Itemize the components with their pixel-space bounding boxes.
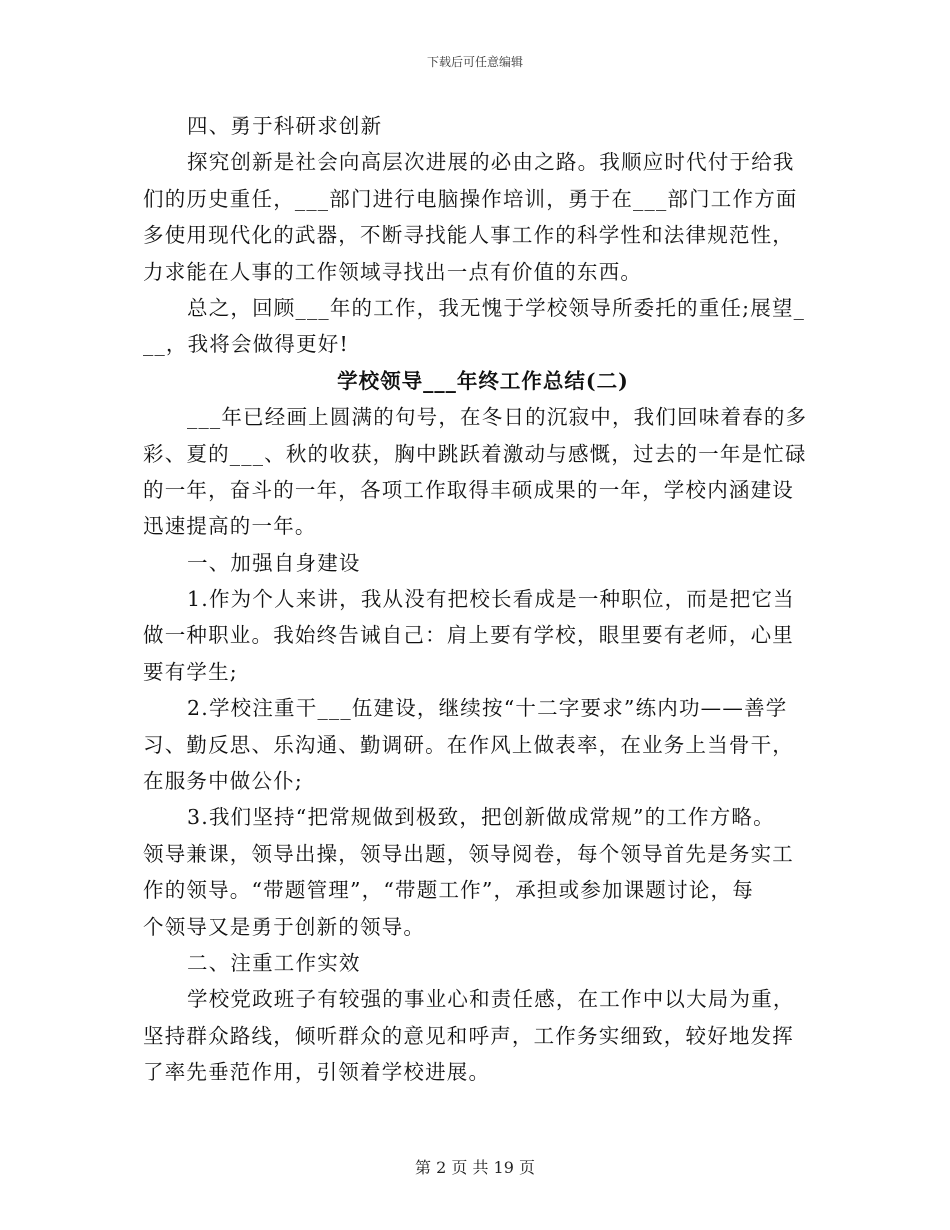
paragraph-line: 3.我们坚持“把常规做到极致，把创新做成常规”的工作方略。 [187, 805, 775, 830]
paragraph-line: ___年已经画上圆满的句号，在冬日的沉寂中，我们回味着春的多 [187, 405, 808, 430]
document-body [143, 108, 823, 1091]
section-heading: 四、勇于科研求创新 [187, 114, 383, 138]
paragraph-line: 了率先垂范作用，引领着学校进展。 [143, 1060, 491, 1085]
paragraph-line: 坚持群众路线，倾听群众的意见和呼声，工作务实细致，较好地发挥 [143, 1023, 794, 1048]
paragraph-line: 在服务中做公仆; [143, 769, 304, 794]
paragraph-line: 们的历史重任，___部门进行电脑操作培训，勇于在___部门工作方面 [143, 186, 798, 211]
paragraph-line: 彩、夏的___、秋的收获，胸中跳跃着激动与感慨，过去的一年是忙碌 [143, 441, 807, 466]
paragraph-line: 个领导又是勇于创新的领导。 [143, 914, 426, 939]
paragraph-line: 领导兼课，领导出操，领导出题，领导阅卷，每个领导首先是务实工 [143, 841, 794, 866]
section-heading: 二、注重工作实效 [187, 950, 361, 975]
section-heading: 一、加强自身建设 [187, 550, 361, 575]
paragraph-line: 力求能在人事的工作领域寻找出一点有价值的东西。 [143, 259, 643, 284]
paragraph-line: 做一种职业。我始终告诫自己：肩上要有学校，眼里要有老师，心里 [143, 623, 794, 648]
paragraph-line: 2.学校注重干___伍建设，继续按“十二字要求”练内功——善学 [187, 696, 788, 721]
paragraph-line: 1.作为个人来讲，我从没有把校长看成是一种职位，而是把它当 [187, 587, 795, 612]
paragraph-line: 学校党政班子有较强的事业心和责任感，在工作中以大局为重， [187, 987, 795, 1012]
paragraph-line: 多使用现代化的武器，不断寻找能人事工作的科学性和法律规范性， [143, 223, 794, 248]
paragraph-line: 迅速提高的一年。 [143, 514, 317, 539]
page-number-footer: 第 2 页 共 19 页 [415, 1158, 535, 1177]
paragraph-line: __，我将会做得更好! [143, 332, 349, 357]
document-title: 学校领导___年终工作总结(二) [337, 368, 629, 393]
paragraph-line: 总之，回顾___年的工作，我无愧于学校领导所委托的重任;展望_ [187, 295, 806, 320]
paragraph-line: 作的领导。“带题管理”，“带题工作”，承担或参加课题讨论，每 [143, 878, 754, 903]
paragraph-line: 的一年，奋斗的一年，各项工作取得丰硕成果的一年，学校内涵建设 [143, 477, 794, 502]
paragraph-line: 习、勤反思、乐沟通、勤调研。在作风上做表率，在业务上当骨干， [143, 732, 794, 757]
paragraph-line: 探究创新是社会向高层次进展的必由之路。我顺应时代付于给我 [187, 150, 795, 175]
paragraph-line: 要有学生; [143, 659, 238, 684]
header-note: 下载后可任意编辑 [426, 55, 523, 69]
